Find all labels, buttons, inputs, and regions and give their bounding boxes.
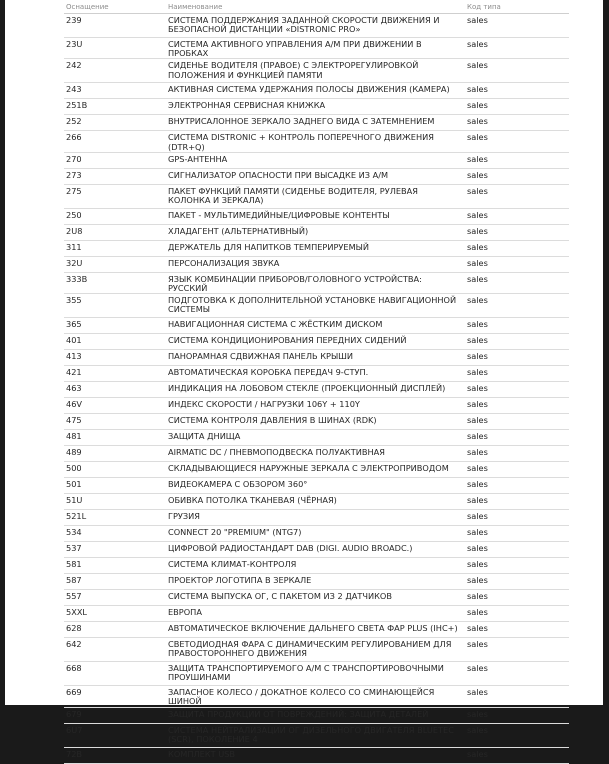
cell-type: sales <box>465 350 569 366</box>
table-row <box>64 747 569 763</box>
cell-name: СИСТЕМА АКТИВНОГО УПРАВЛЕНИЯ А/М ПРИ ДВИЖЕНИИ В ПРОБКАХ <box>166 38 465 59</box>
table-row <box>64 686 569 707</box>
cell-name: СИСТЕМА КЛИМАТ-КОНТРОЛЯ <box>166 558 465 574</box>
table-row <box>64 526 569 542</box>
cell-name: ПЕРСОНАЛИЗАЦИЯ ЗВУКА <box>166 256 465 272</box>
cell-type: sales <box>465 494 569 510</box>
cell-type: sales <box>465 152 569 168</box>
cell-name: ВИДЕОКАМЕРА С ОБЗОРОМ 360° <box>166 478 465 494</box>
table-row <box>64 723 569 747</box>
cell-code: 273 <box>64 168 166 184</box>
cell-name: ОБИВКА ПОТОЛКА ТКАНЕВАЯ (ЧЁРНАЯ) <box>166 494 465 510</box>
cell-type: sales <box>465 256 569 272</box>
cell-code: 51U <box>64 494 166 510</box>
cell-type: sales <box>465 686 569 707</box>
table-row <box>64 240 569 256</box>
cell-code: 365 <box>64 318 166 334</box>
cell-type: sales <box>465 606 569 622</box>
cell-type: sales <box>465 14 569 38</box>
table-row <box>64 224 569 240</box>
cell-name: ПАНОРАМНАЯ СДВИЖНАЯ ПАНЕЛЬ КРЫШИ <box>166 350 465 366</box>
cell-name: КОМПЛЕКТ USB <box>166 747 465 763</box>
cell-code: 2U8 <box>64 224 166 240</box>
cell-name: ЗАЩИТА ТРАНСПОРТИРУЕМОГО А/М С ТРАНСПОРТИРОВОЧНЫМИ ПРОУШИНАМИ <box>166 662 465 686</box>
cell-code: 489 <box>64 446 166 462</box>
cell-type: sales <box>465 131 569 152</box>
cell-name: ГРУЗИЯ <box>166 510 465 526</box>
cell-type: sales <box>465 662 569 686</box>
cell-code: 266 <box>64 131 166 152</box>
cell-type: sales <box>465 446 569 462</box>
cell-name: СКЛАДЫВАЮЩИЕСЯ НАРУЖНЫЕ ЗЕРКАЛА С ЭЛЕКТРОПРИВОДОМ <box>166 462 465 478</box>
cell-name: ЯЗЫК КОМБИНАЦИИ ПРИБОРОВ/ГОЛОВНОГО УСТРОЙСТВА: РУССКИЙ <box>166 272 465 293</box>
cell-type: sales <box>465 622 569 638</box>
table-row <box>64 38 569 59</box>
cell-type: sales <box>465 398 569 414</box>
cell-type: sales <box>465 334 569 350</box>
cell-name: ПОДГОТОВКА К ДОПОЛНИТЕЛЬНОЙ УСТАНОВКЕ НАВИГАЦИОННОЙ СИСТЕМЫ <box>166 294 465 318</box>
cell-type: sales <box>465 707 569 723</box>
document-page <box>5 0 603 759</box>
cell-code: 251B <box>64 99 166 115</box>
cell-name: CONNECT 20 "PREMIUM" (NTG7) <box>166 526 465 542</box>
cell-code: 534 <box>64 526 166 542</box>
cell-type: sales <box>465 558 569 574</box>
cell-code: 401 <box>64 334 166 350</box>
table-row <box>64 382 569 398</box>
cell-code: 521L <box>64 510 166 526</box>
cell-code: 501 <box>64 478 166 494</box>
cell-code: 72B <box>64 747 166 763</box>
cell-name: СИСТЕМА DISTRONIC + КОНТРОЛЬ ПОПЕРЕЧНОГО ДВИЖЕНИЯ (DTR+Q) <box>166 131 465 152</box>
cell-code: 642 <box>64 638 166 662</box>
cell-code: 250 <box>64 208 166 224</box>
cell-code: 252 <box>64 115 166 131</box>
cell-type: sales <box>465 526 569 542</box>
cell-name: НАВИГАЦИОННАЯ СИСТЕМА С ЖЁСТКИМ ДИСКОМ <box>166 318 465 334</box>
cell-code: 557 <box>64 590 166 606</box>
cell-type: sales <box>465 59 569 83</box>
cell-code: 239 <box>64 14 166 38</box>
cell-type: sales <box>465 224 569 240</box>
cell-name: ИНДЕКС СКОРОСТИ / НАГРУЗКИ 106Y + 110Y <box>166 398 465 414</box>
table-row <box>64 707 569 723</box>
cell-code: 333B <box>64 272 166 293</box>
column-header-type: Код типа <box>465 0 569 14</box>
column-header-name: Наименование <box>166 0 465 14</box>
cell-type: sales <box>465 510 569 526</box>
cell-name: ИНДИКАЦИЯ НА ЛОБОВОМ СТЕКЛЕ (ПРОЕКЦИОННЫЙ ДИСПЛЕЙ) <box>166 382 465 398</box>
cell-code: 475 <box>64 414 166 430</box>
table-row <box>64 208 569 224</box>
cell-code: 6U7 <box>64 723 166 747</box>
cell-type: sales <box>465 462 569 478</box>
table-row <box>64 256 569 272</box>
cell-code: 242 <box>64 59 166 83</box>
cell-code: 275 <box>64 184 166 208</box>
cell-name: СИСТЕМА ВЫПУСКА ОГ, С ПАКЕТОМ ИЗ 2 ДАТЧИКОВ <box>166 590 465 606</box>
table-row <box>64 99 569 115</box>
cell-name: ЦИФРОВОЙ РАДИОСТАНДАРТ DAB (DIGI. AUDIO BROADC.) <box>166 542 465 558</box>
cell-code: 23U <box>64 38 166 59</box>
table-row <box>64 350 569 366</box>
cell-name: СИСТЕМА ПОДДЕРЖАНИЯ ЗАДАННОЙ СКОРОСТИ ДВИЖЕНИЯ И БЕЗОПАСНОЙ ДИСТАНЦИИ «DISTRONIC PRO» <box>166 14 465 38</box>
cell-code: 32U <box>64 256 166 272</box>
table-row <box>64 542 569 558</box>
cell-name: ХЛАДАГЕНТ (АЛЬТЕРНАТИВНЫЙ) <box>166 224 465 240</box>
table-row <box>64 168 569 184</box>
table-row <box>64 494 569 510</box>
cell-code: 421 <box>64 366 166 382</box>
cell-type: sales <box>465 382 569 398</box>
table-row <box>64 318 569 334</box>
cell-name: СВЕТОДИОДНАЯ ФАРА С ДИНАМИЧЕСКИМ РЕГУЛИРОВАНИЕМ ДЛЯ ПРАВОСТОРОННЕГО ДВИЖЕНИЯ <box>166 638 465 662</box>
table-header <box>64 0 569 14</box>
cell-type: sales <box>465 590 569 606</box>
cell-type: sales <box>465 294 569 318</box>
cell-code: 46V <box>64 398 166 414</box>
cell-code: 5XXL <box>64 606 166 622</box>
cell-name: ЗАЩИТА ДНИЩА <box>166 430 465 446</box>
cell-name: ПАКЕТ - МУЛЬТИМЕДИЙНЫЕ/ЦИФРОВЫЕ КОНТЕНТЫ <box>166 208 465 224</box>
column-header-code: Оснащение <box>64 0 166 14</box>
table-row <box>64 430 569 446</box>
cell-name: ВНУТРИСАЛОННОЕ ЗЕРКАЛО ЗАДНЕГО ВИДА С ЗАТЕМНЕНИЕМ <box>166 115 465 131</box>
cell-type: sales <box>465 83 569 99</box>
cell-code: 311 <box>64 240 166 256</box>
cell-code: 679 <box>64 707 166 723</box>
cell-name: ЗАЩИТА ПРОДУКЦИИ ОТ ПОВРЕЖДЕНИЙ: ЗАЩИТА ДЕТАЛЕЙ <box>166 707 465 723</box>
cell-type: sales <box>465 168 569 184</box>
cell-type: sales <box>465 638 569 662</box>
table-row <box>64 574 569 590</box>
table-row <box>64 478 569 494</box>
cell-type: sales <box>465 318 569 334</box>
cell-name: АКТИВНАЯ СИСТЕМА УДЕРЖАНИЯ ПОЛОСЫ ДВИЖЕНИЯ (КАМЕРА) <box>166 83 465 99</box>
cell-code: 668 <box>64 662 166 686</box>
table-row <box>64 638 569 662</box>
table-row <box>64 59 569 83</box>
cell-type: sales <box>465 723 569 747</box>
cell-code: 669 <box>64 686 166 707</box>
cell-code: 463 <box>64 382 166 398</box>
table-row <box>64 510 569 526</box>
cell-name: ДЕРЖАТЕЛЬ ДЛЯ НАПИТКОВ ТЕМПЕРИРУЕМЫЙ <box>166 240 465 256</box>
cell-name: АВТОМАТИЧЕСКОЕ ВКЛЮЧЕНИЕ ДАЛЬНЕГО СВЕТА ФАР PLUS (IHC+) <box>166 622 465 638</box>
cell-type: sales <box>465 99 569 115</box>
cell-name: СИГНАЛИЗАТОР ОПАСНОСТИ ПРИ ВЫСАДКЕ ИЗ А/М <box>166 168 465 184</box>
cell-type: sales <box>465 240 569 256</box>
table-row <box>64 446 569 462</box>
table-row <box>64 14 569 38</box>
cell-name: ЕВРОПА <box>166 606 465 622</box>
table-row <box>64 115 569 131</box>
equipment-table <box>64 0 569 764</box>
cell-name: СИСТЕМА НЕЙТРАЛИЗАЦИИ ОГ ДИЗЕЛЬНОГО ДВИГАТЕЛЯ BLUETEC (SCR), ПОКОЛЕНИЕ 4 <box>166 723 465 747</box>
table-row <box>64 462 569 478</box>
table-header-row <box>64 0 569 14</box>
cell-type: sales <box>465 542 569 558</box>
cell-name: АВТОМАТИЧЕСКАЯ КОРОБКА ПЕРЕДАЧ 9-СТУП. <box>166 366 465 382</box>
cell-name: ЭЛЕКТРОННАЯ СЕРВИСНАЯ КНИЖКА <box>166 99 465 115</box>
table-row <box>64 590 569 606</box>
cell-name: СИДЕНЬЕ ВОДИТЕЛЯ (ПРАВОЕ) С ЭЛЕКТРОРЕГУЛИРОВКОЙ ПОЛОЖЕНИЯ И ФУНКЦИЕЙ ПАМЯТИ <box>166 59 465 83</box>
table-row <box>64 152 569 168</box>
cell-code: 500 <box>64 462 166 478</box>
cell-code: 355 <box>64 294 166 318</box>
table-row <box>64 558 569 574</box>
table-row <box>64 622 569 638</box>
table-row <box>64 366 569 382</box>
table-row <box>64 131 569 152</box>
cell-name: ПАКЕТ ФУНКЦИЙ ПАМЯТИ (СИДЕНЬЕ ВОДИТЕЛЯ, РУЛЕВАЯ КОЛОНКА И ЗЕРКАЛА) <box>166 184 465 208</box>
cell-type: sales <box>465 115 569 131</box>
cell-code: 270 <box>64 152 166 168</box>
cell-type: sales <box>465 38 569 59</box>
cell-type: sales <box>465 414 569 430</box>
table-row <box>64 272 569 293</box>
cell-code: 481 <box>64 430 166 446</box>
cell-type: sales <box>465 272 569 293</box>
cell-code: 587 <box>64 574 166 590</box>
cell-name: GPS-АНТЕННА <box>166 152 465 168</box>
table-row <box>64 606 569 622</box>
cell-name: AIRMATIC DC / ПНЕВМОПОДВЕСКА ПОЛУАКТИВНАЯ <box>166 446 465 462</box>
cell-type: sales <box>465 478 569 494</box>
table-row <box>64 334 569 350</box>
cell-code: 537 <box>64 542 166 558</box>
cell-name: СИСТЕМА КОНТРОЛЯ ДАВЛЕНИЯ В ШИНАХ (RDK) <box>166 414 465 430</box>
cell-name: СИСТЕМА КОНДИЦИОНИРОВАНИЯ ПЕРЕДНИХ СИДЕНИЙ <box>166 334 465 350</box>
cell-code: 243 <box>64 83 166 99</box>
table-row <box>64 83 569 99</box>
table-row <box>64 414 569 430</box>
cell-code: 628 <box>64 622 166 638</box>
table-row <box>64 662 569 686</box>
cell-type: sales <box>465 574 569 590</box>
table-row <box>64 184 569 208</box>
cell-name: ЗАПАСНОЕ КОЛЕСО / ДОКАТНОЕ КОЛЕСО СО СМИНАЮЩЕЙСЯ ШИНОЙ <box>166 686 465 707</box>
cell-type: sales <box>465 430 569 446</box>
cell-code: 413 <box>64 350 166 366</box>
table-row <box>64 398 569 414</box>
cell-name: ПРОЕКТОР ЛОГОТИПА В ЗЕРКАЛЕ <box>166 574 465 590</box>
table-row <box>64 294 569 318</box>
cell-code: 581 <box>64 558 166 574</box>
cell-type: sales <box>465 184 569 208</box>
table-body <box>64 14 569 764</box>
cell-type: sales <box>465 747 569 763</box>
cell-type: sales <box>465 208 569 224</box>
cell-type: sales <box>465 366 569 382</box>
